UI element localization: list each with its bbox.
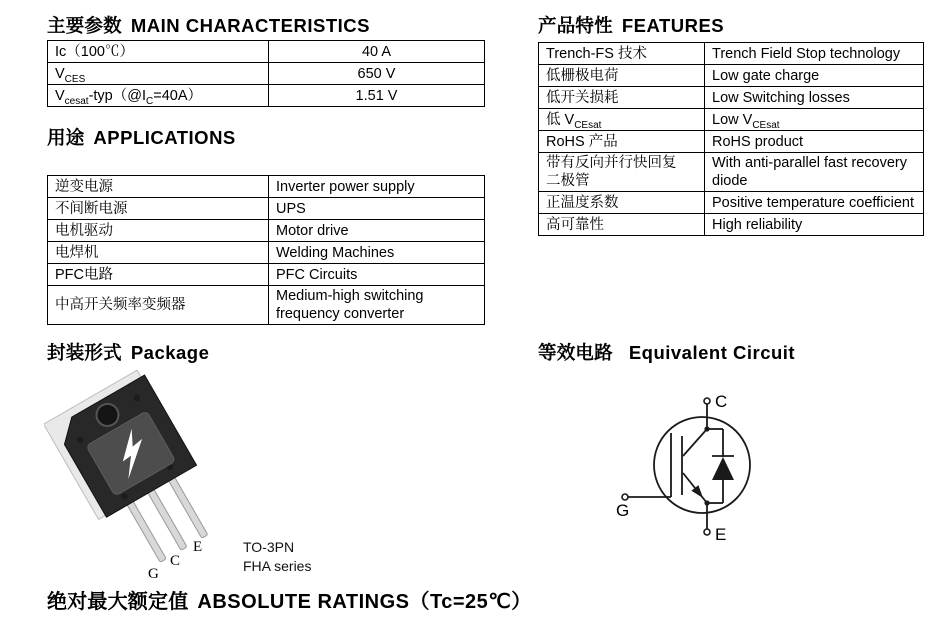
table-row: [539, 43, 924, 65]
diode-triangle: [712, 457, 734, 480]
feature-en-cell: Positive temperature coefficient: [705, 192, 924, 214]
emitter-node-dot: [704, 500, 709, 505]
feature-en-cell: Low gate charge: [705, 65, 924, 87]
circuit-label-collector: C: [715, 392, 728, 411]
circuit-label-gate: G: [616, 501, 630, 520]
equivalent-circuit-heading: [538, 339, 795, 365]
equivalent-circuit-figure: [595, 383, 775, 550]
table-row: [48, 198, 485, 220]
application-zh-cell: 电焊机: [48, 242, 269, 264]
absolute-ratings-heading-en: ABSOLUTE RATINGS（Tc=25℃）: [197, 591, 532, 613]
table-row: [539, 109, 924, 131]
application-en-cell: Welding Machines: [269, 242, 485, 264]
package-name: TO-3PN: [243, 539, 295, 555]
table-row: [48, 63, 485, 85]
param-cell: $V_{cesat}-typ(@I_C=40A)$: [48, 85, 269, 107]
table-row: [48, 286, 485, 325]
table-row: [48, 264, 485, 286]
equivalent-circuit-heading-zh: 等效电路: [538, 342, 613, 363]
igbt-circuit-diagram: [595, 383, 775, 550]
package-heading-en: Package: [130, 342, 210, 363]
to-3pn-package-image: [44, 366, 259, 596]
application-zh-cell: 不间断电源: [48, 198, 269, 220]
table-row: [539, 131, 924, 153]
param-cell: $V_{CES}$: [48, 63, 269, 85]
application-en-cell: Motor drive: [269, 220, 485, 242]
feature-en-cell: RoHS product: [705, 131, 924, 153]
feature-en-cell: With anti-parallel fast recovery diode: [705, 153, 924, 192]
features-heading: [538, 12, 724, 38]
package-series: FHA series: [243, 558, 312, 574]
package-caption: [243, 538, 311, 576]
param-cell: Ic（100℃）: [48, 41, 269, 63]
absolute-ratings-heading: [47, 585, 532, 614]
applications-heading-zh: 用途: [47, 127, 85, 148]
feature-zh-cell: 高可靠性: [539, 214, 705, 236]
gate-terminal-dot: [622, 494, 628, 500]
table-row: [539, 214, 924, 236]
feature-zh-cell: 低 $V_{CEsat}$: [539, 109, 705, 131]
collector-terminal-dot: [704, 398, 710, 404]
package-heading: [47, 339, 209, 365]
igbt-collector-diagonal: [683, 429, 707, 456]
table-row: [48, 242, 485, 264]
feature-en-cell: Low Switching losses: [705, 87, 924, 109]
feature-zh-cell: Trench-FS 技术: [539, 43, 705, 65]
application-en-cell: PFC Circuits: [269, 264, 485, 286]
application-zh-cell: 电机驱动: [48, 220, 269, 242]
feature-en-cell: High reliability: [705, 214, 924, 236]
table-row: [539, 192, 924, 214]
application-zh-cell: 中高开关频率变频器: [48, 286, 269, 325]
feature-zh-cell: RoHS 产品: [539, 131, 705, 153]
package-pin-label-collector: C: [170, 553, 181, 569]
feature-en-cell: Trench Field Stop technology: [705, 43, 924, 65]
application-en-cell: UPS: [269, 198, 485, 220]
feature-zh-cell: 低栅极电荷: [539, 65, 705, 87]
absolute-ratings-heading-zh: 绝对最大额定值: [47, 591, 189, 613]
value-cell: 650 V: [269, 63, 485, 85]
value-cell: 40 A: [269, 41, 485, 63]
main-characteristics-table: [47, 40, 485, 107]
package-figure: [44, 366, 259, 596]
table-row: [48, 176, 485, 198]
feature-zh-cell: 低开关损耗: [539, 87, 705, 109]
application-zh-cell: PFC电路: [48, 264, 269, 286]
feature-zh-cell: 带有反向并行快回复 二极管: [539, 153, 705, 192]
table-row: [539, 153, 924, 192]
features-table: [538, 42, 924, 236]
main-characteristics-heading: [47, 12, 370, 38]
applications-heading: [47, 124, 236, 150]
collector-node-dot: [704, 426, 709, 431]
features-heading-en: FEATURES: [621, 15, 725, 36]
table-row: [539, 65, 924, 87]
package-pin-label-emitter: E: [193, 539, 203, 555]
circuit-label-emitter: E: [715, 525, 727, 544]
package-heading-zh: 封装形式: [47, 342, 122, 363]
main-characteristics-heading-en: MAIN CHARACTERISTICS: [130, 15, 371, 36]
table-row: [48, 220, 485, 242]
table-row: [539, 87, 924, 109]
value-cell: 1.51 V: [269, 85, 485, 107]
package-pin-label-gate: G: [148, 566, 159, 582]
equivalent-circuit-heading-en: Equivalent Circuit: [628, 342, 796, 363]
applications-table: [47, 175, 485, 325]
feature-en-cell: Low $V_{CEsat}$: [705, 109, 924, 131]
table-row: [48, 85, 485, 107]
application-en-cell: Medium-high switching frequency converter: [269, 286, 485, 325]
table-row: [48, 41, 485, 63]
features-heading-zh: 产品特性: [538, 15, 613, 36]
circuit-enclosure-circle: [654, 417, 750, 513]
feature-zh-cell: 正温度系数: [539, 192, 705, 214]
application-zh-cell: 逆变电源: [48, 176, 269, 198]
main-characteristics-heading-zh: 主要参数: [47, 15, 122, 36]
emitter-terminal-dot: [704, 529, 710, 535]
applications-heading-en: APPLICATIONS: [93, 127, 236, 148]
application-en-cell: Inverter power supply: [269, 176, 485, 198]
